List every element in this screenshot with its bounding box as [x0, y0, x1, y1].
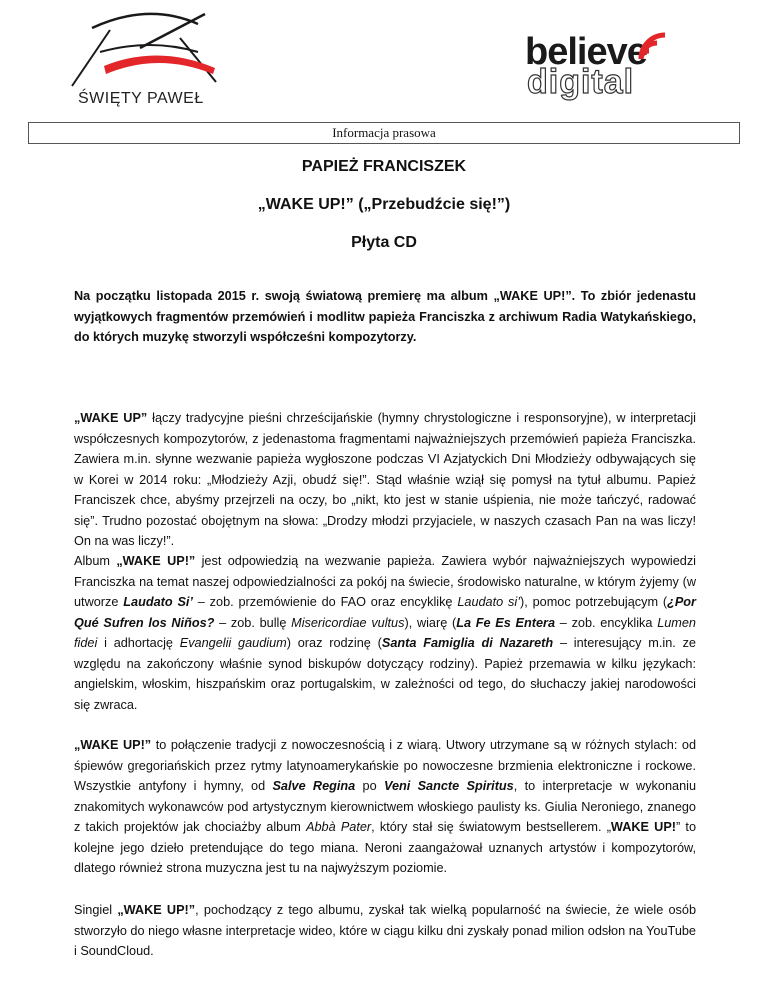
track-title: Veni Sancte Spiritus	[383, 779, 514, 793]
paragraph-text: i adhortację	[97, 636, 180, 650]
paragraph-text: ) oraz rodzinę (	[286, 636, 382, 650]
document-title: Evangelii gaudium	[179, 636, 287, 650]
paragraph-3	[74, 735, 696, 879]
paragraph-text: jest odpowiedzią na wezwanie papieża. Zawiera wybór najważniejszych wypowiedzi Franciszka na temat naszej odpowiedzialności za pokój na świecie, środowisko naturalne, w którym żyjemy (w utworze	[74, 554, 696, 609]
lead-paragraph: Na początku listopada 2015 r. swoją światową premierę ma album „WAKE UP!”. To zbiór jedenastu wyjątkowych fragmentów przemówień i modlitw papieża Franciszka z archiwum Radia Watykańskiego, do których muzykę stworzyli współcześni kompozytorzy.	[74, 289, 696, 344]
format-subtitle: Płyta CD	[351, 234, 417, 251]
album-name: „WAKE UP!”	[74, 738, 152, 752]
document-title: Laudato si’	[457, 595, 521, 609]
paragraph-4	[74, 900, 696, 962]
paragraph-text: – zob. bullę	[214, 615, 292, 630]
page-header	[0, 0, 768, 122]
track-title: Laudato Si’	[123, 595, 193, 609]
paragraph-text: , który stał się światowym bestsellerem. „	[371, 820, 611, 834]
album-title: „WAKE UP!” („Przebudźcie się!”)	[257, 196, 511, 213]
paragraph-text: , pochodzący z tego albumu, zyskał tak wielką popularność na świecie, że wiele osób stworzyło do niego własne interpretacje wideo, które w ciągu kilku dni zyskały ponad milion odsłon na YouTube i SoundCloud.	[74, 903, 696, 958]
paragraph-text: ), wiarę (	[404, 615, 457, 630]
paragraph-text: Album	[74, 554, 117, 568]
swiety-pawel-logo-label: ŚWIĘTY PAWEŁ	[78, 90, 204, 107]
album-name: WAKE UP!	[610, 820, 677, 834]
paragraph-text: ), pomoc potrzebującym (	[520, 595, 668, 609]
paragraph-1	[74, 408, 696, 552]
swiety-pawel-logo	[70, 8, 220, 108]
paragraph-text: – interesujący m.in. ze względu na zakończony właśnie synod biskupów dotyczący rodziny). Papież przemawia w kilku językach: angielskim, włoskim, hiszpańskim oraz portugalskim, w zależności od tego, do słuchaczy jakiej narodowości się zwraca.	[74, 636, 696, 712]
document-title: Misericordiae vultus	[291, 615, 405, 630]
paragraph-text: po	[355, 779, 384, 793]
album-name: „WAKE UP!”	[117, 903, 196, 917]
track-title: ¿Por Qué Sufren los Niños?	[74, 595, 696, 630]
believe-logo-word: believe	[525, 31, 647, 73]
track-title: La Fe Es Entera	[456, 615, 556, 630]
paragraph-text: Singiel	[74, 903, 118, 917]
paragraph-text: ” to kolejne jego dzieło pretendujące do tego miana. Neroni zaangażował uznanych artystów i kompozytorów, dlatego również strona muzyczna jest tu na najwyższym poziomie.	[74, 820, 696, 875]
paragraph-text: , to interpretacje w wykonaniu znakomitych wykonawców pod artystycznym kierownictwem włoskiego paulisty ks. Giulia Neroniego, znanego z takich projektów jak chociażby album	[74, 779, 697, 834]
album-name: „WAKE UP”	[74, 411, 148, 425]
paragraph-2	[74, 551, 696, 715]
document-title: Lumen fidei	[74, 615, 696, 650]
swiety-pawel-logo-icon	[70, 8, 220, 93]
album-name: „WAKE UP!”	[116, 554, 196, 568]
press-release-label: Informacja prasowa	[28, 122, 740, 144]
paragraph-text: – zob. przemówienie do FAO oraz encyklikę	[192, 595, 458, 609]
track-title: Santa Famiglia di Nazareth	[381, 636, 554, 650]
paragraph-text: łączy tradycyjne pieśni chrześcijańskie (hymny chrystologiczne i responsoryjne), w interpretacji współczesnych kompozytorów, z jedenastoma fragmentami najważniejszych przemówień papieża Franciszka. Zawiera m.in. słynne wezwanie papieża wygłoszone podczas VI Azjatyckich Dni Młodzieży odbywających się w Korei w 2014 roku: „Młodzieży Azji, obudź się!”. Stąd właśnie wziął się pomysł na tytuł albumu. Papież Franciszek chce, abyśmy przejrzeli na oczy, bo „nikt, kto jest w stanie uśpienia, nie może tańczyć, radować się”. Trudno pozostać obojętnym na słowa: „Drodzy młodzi przyjaciele, w naszych czasach Pan na was liczy! On na was liczy!”.	[74, 411, 697, 548]
believe-digital-logo-icon	[635, 29, 679, 65]
track-title: Salve Regina	[272, 779, 356, 793]
album-reference: Abbà Pater	[306, 820, 372, 834]
page-title: PAPIEŻ FRANCISZEK	[301, 158, 467, 175]
paragraph-text: – zob. encyklika	[555, 615, 658, 630]
believe-digital-logo	[525, 31, 685, 105]
digital-logo-word: digital	[527, 63, 635, 101]
paragraph-text: to połączenie tradycji z nowoczesnością i z wiarą. Utwory utrzymane są w różnych stylach: od śpiewów gregoriańskich przez rytmy latynoamerykańskie po nowoczesne brzmienia elektroniczne i rockowe. Wszystkie antyfony i hymny, od	[74, 738, 697, 793]
